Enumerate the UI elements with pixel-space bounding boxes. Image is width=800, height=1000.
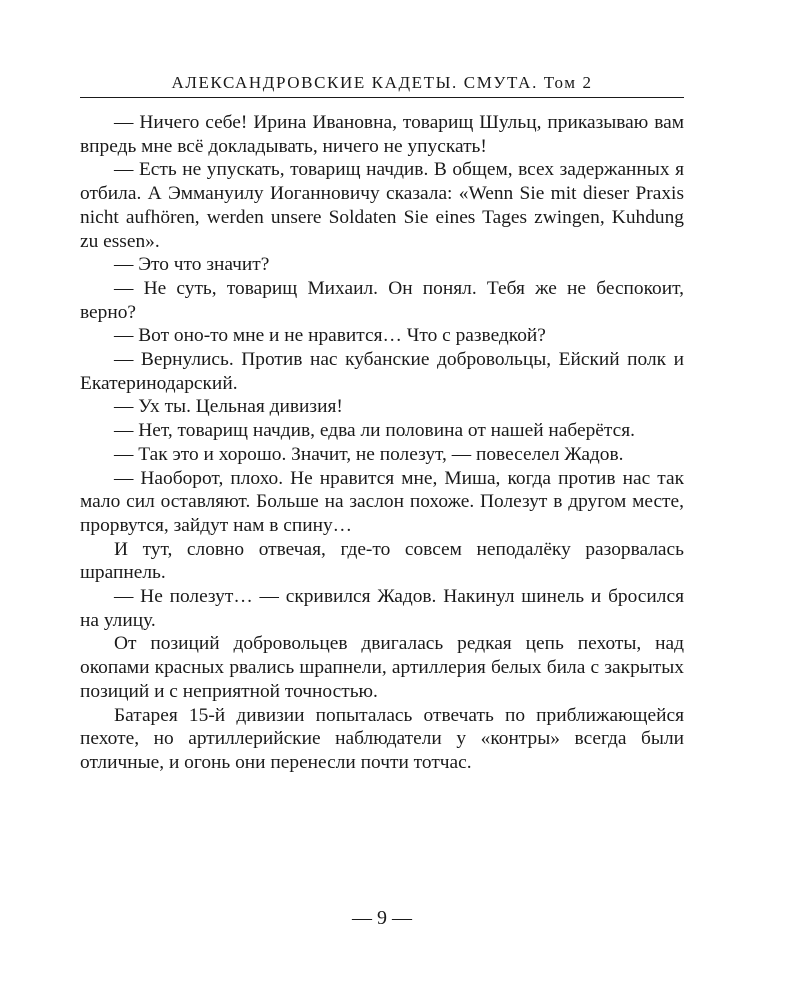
paragraph: — Так это и хорошо. Значит, не полезут, — повеселел Жадов. — [114, 443, 624, 465]
paragraph: — Вернулись. Против нас кубанские добровольцы, Ейский полк и Екатеринодарский. — [80, 349, 684, 394]
paragraph: — Ничего себе! Ирина Ивановна, товарищ Шульц, приказываю вам впредь мне всё докладывать, ничего не упускать! — [80, 112, 684, 157]
running-header-title: АЛЕКСАНДРОВСКИЕ КАДЕТЫ. СМУТА. Том 2 — [171, 73, 593, 92]
paragraph: — Есть не упускать, товарищ начдив. В общем, всех задержанных я отбила. А Эммануилу Иоганновичу сказала: «Wenn Sie mit dieser Praxis nicht aufhören, werden unsere Soldaten Sie eines Tages zwingen, Kuhdung zu essen». — [80, 159, 684, 252]
paragraph: — Это что значит? — [114, 254, 270, 276]
page-number: — 9 — — [352, 907, 412, 929]
paragraph: Батарея 15-й дивизии попыталась отвечать по приближающейся пехоте, но артиллерийские наблюдатели у «контры» всегда были отличные, и огонь они перенесли почти тотчас. — [80, 704, 684, 773]
paragraph: — Вот оно-то мне и не нравится… Что с разведкой? — [114, 325, 546, 347]
paragraph: И тут, словно отвечая, где-то совсем неподалёку разорвалась шрапнель. — [80, 538, 684, 584]
paragraph: — Нет, товарищ начдив, едва ли половина от нашей наберётся. — [114, 420, 635, 442]
paragraph: — Не полезут… — скривился Жадов. Накинул шинель и бросился на улицу. — [80, 586, 684, 631]
paragraph: От позиций добровольцев двигалась редкая цепь пехоты, над окопами красных рвались шрапнели, артиллерия белых била с закрытых позиций и с неприятной точностью. — [80, 633, 684, 702]
header-rule — [80, 97, 684, 98]
paragraph: — Ух ты. Цельная дивизия! — [114, 396, 343, 418]
paragraph: — Не суть, товарищ Михаил. Он понял. Тебя же не беспокоит, верно? — [80, 277, 684, 323]
paragraph: — Наоборот, плохо. Не нравится мне, Миша, когда против нас так мало сил оставляют. Больше на заслон похоже. Полезут в другом месте, прорвутся, зайдут нам в спину… — [80, 467, 684, 536]
body-text — [80, 111, 684, 775]
